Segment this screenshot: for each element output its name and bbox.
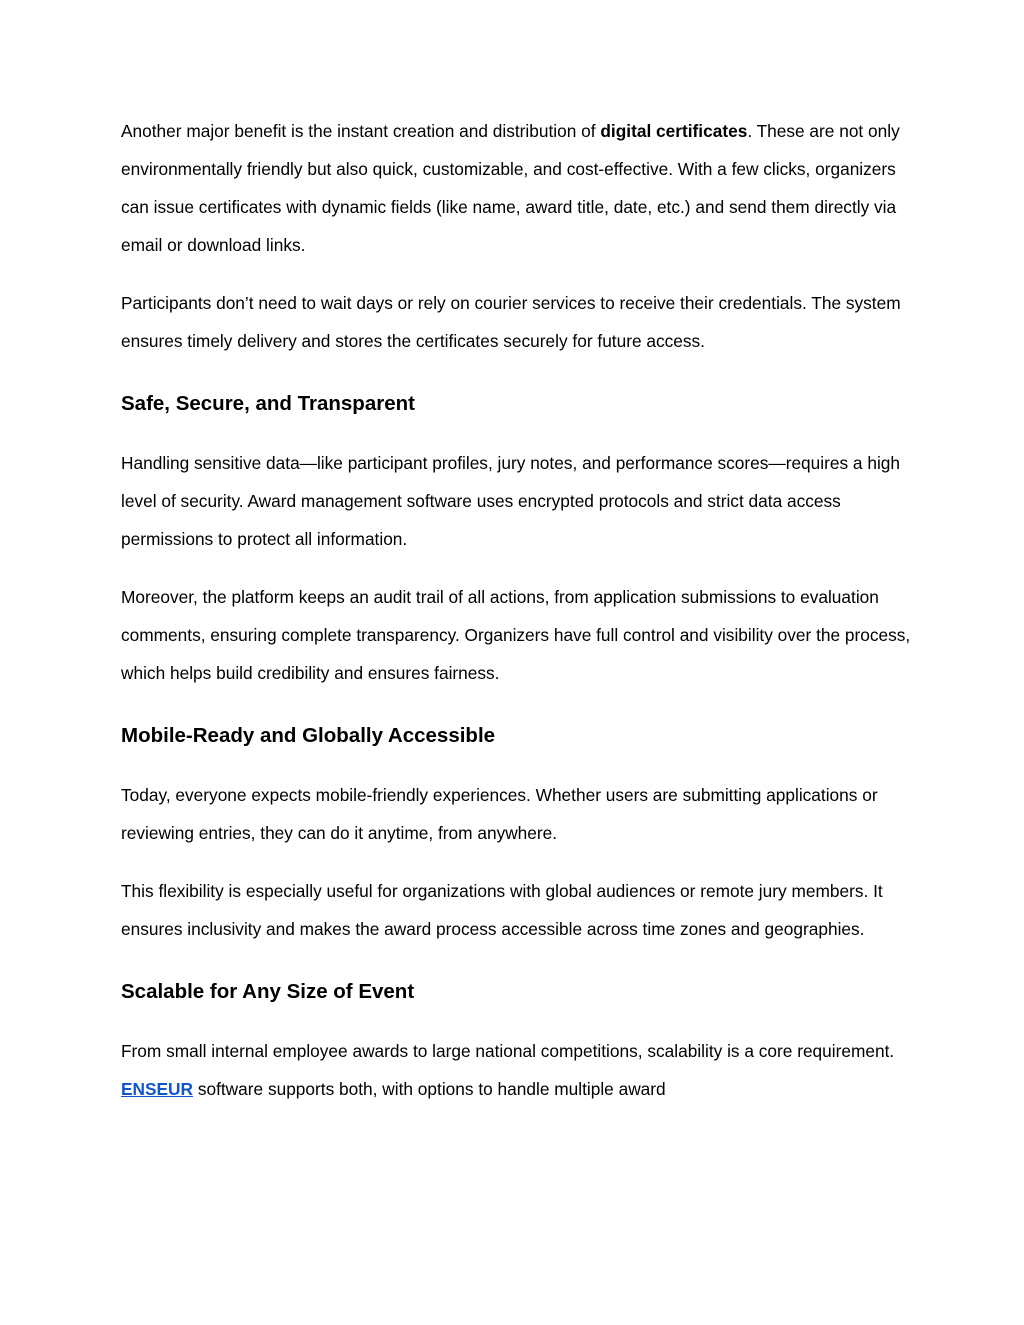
section-heading-security: Safe, Secure, and Transparent (121, 392, 415, 415)
paragraph-mobile-friendly: Today, everyone expects mobile-friendly experiences. Whether users are submitting applications or reviewing entries, they can do it anytime, from anywhere. (121, 785, 878, 843)
paragraph-sensitive-data: Handling sensitive data—like participant profiles, jury notes, and performance scores—requires a high level of security. Award management software uses encrypted protocols and strict data access permissions to protect all information. (121, 453, 901, 549)
paragraph-text: From small internal employee awards to large national competitions, scalability is a core requirement. (121, 1041, 895, 1061)
paragraph-text: . These are not only environmentally friendly but also quick, customizable, and cost-effective. With a few clicks, organizers can issue certificates with dynamic fields (like name, award title, date, etc.) and send them directly via email or download links. (121, 121, 900, 255)
paragraph-scalability (121, 1032, 911, 1108)
paragraph-audit-trail: Moreover, the platform keeps an audit trail of all actions, from application submissions to evaluation comments, ensuring complete transparency. Organizers have full control and visibility over the process, which helps build credibility and ensures fairness. (121, 587, 911, 683)
section-heading-scalable: Scalable for Any Size of Event (121, 980, 415, 1003)
section-heading-mobile: Mobile-Ready and Globally Accessible (121, 724, 496, 747)
document-page (121, 112, 911, 1128)
paragraph-certificates (121, 112, 911, 264)
paragraph-participants: Participants don’t need to wait days or rely on courier services to receive their credentials. The system ensures timely delivery and stores the certificates securely for future access. (121, 293, 901, 351)
enseur-link[interactable]: ENSEUR (121, 1079, 194, 1099)
paragraph-text: Another major benefit is the instant creation and distribution of (121, 121, 601, 141)
bold-phrase: digital certificates (600, 121, 748, 141)
paragraph-text: software supports both, with options to handle multiple award (193, 1079, 666, 1099)
paragraph-flexibility: This flexibility is especially useful for organizations with global audiences or remote jury members. It ensures inclusivity and makes the award process accessible across time zones and geographies. (121, 881, 883, 939)
